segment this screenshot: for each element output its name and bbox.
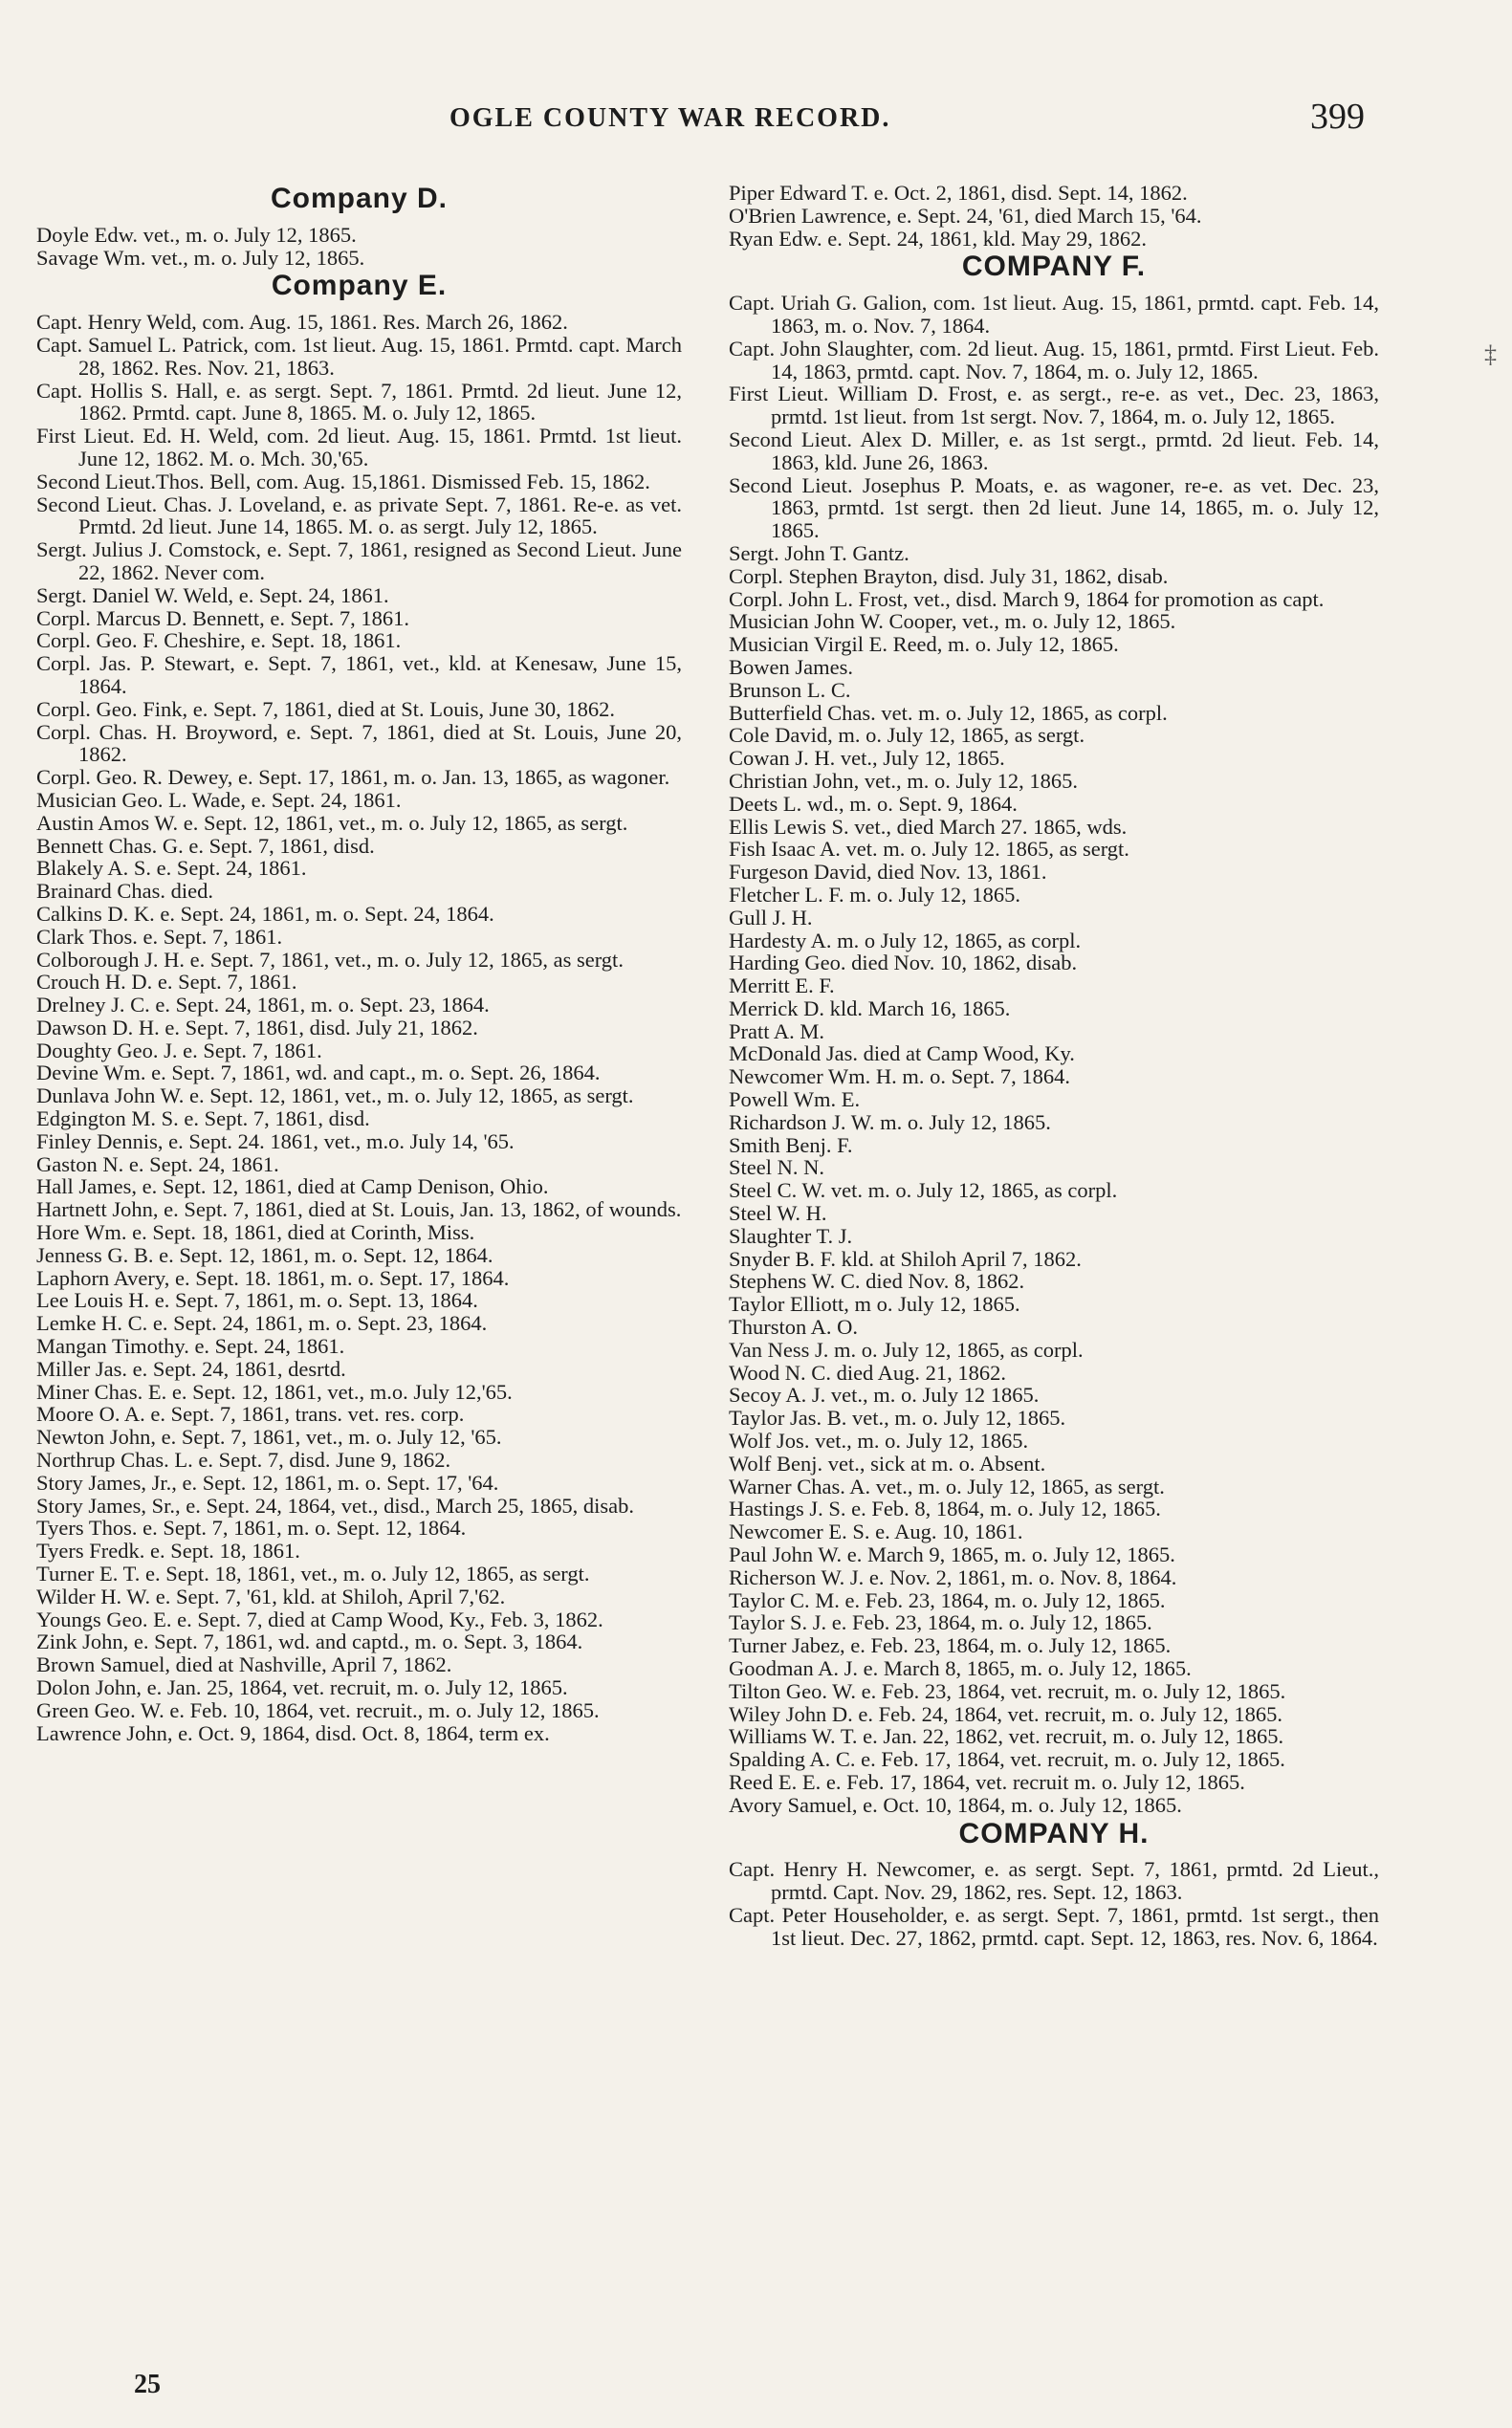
roster-entry: Finley Dennis, e. Sept. 24. 1861, vet., m.o. July 14, '65. <box>36 1128 515 1153</box>
roster-entry: Laphorn Avery, e. Sept. 18. 1861, m. o. Sept. 17, 1864. <box>36 1265 510 1290</box>
roster-entry: Gaston N. e. Sept. 24, 1861. <box>36 1151 279 1176</box>
roster-entry: Musician John W. Cooper, vet., m. o. July 12, 1865. <box>729 609 1176 634</box>
roster-entry: First Lieut. William D. Frost, e. as sergt., re-e. as vet., Dec. 23, 1863, prmtd. 1st lieut. from 1st sergt. Nov. 7, 1864, m. o. July 12, 1865. <box>729 382 1379 429</box>
roster-entry: Miner Chas. E. e. Sept. 12, 1861, vet., m.o. July 12,'65. <box>36 1379 513 1404</box>
roster-entry: Hastings J. S. e. Feb. 8, 1864, m. o. July 12, 1865. <box>729 1497 1161 1521</box>
roster-entry: Corpl. Geo. R. Dewey, e. Sept. 17, 1861, m. o. Jan. 13, 1865, as wagoner. <box>36 765 670 790</box>
roster-entry: Wolf Benj. vet., sick at m. o. Absent. <box>729 1451 1046 1476</box>
roster-entry: Corpl. Geo. F. Cheshire, e. Sept. 18, 1861. <box>36 628 402 653</box>
roster-entry: Austin Amos W. e. Sept. 12, 1861, vet., m. o. July 12, 1865, as sergt. <box>36 810 628 835</box>
roster-entry: Turner E. T. e. Sept. 18, 1861, vet., m. o. July 12, 1865, as sergt. <box>36 1562 590 1586</box>
roster-entry: Green Geo. W. e. Feb. 10, 1864, vet. recruit., m. o. July 12, 1865. <box>36 1697 600 1722</box>
roster-entry: Lee Louis H. e. Sept. 7, 1861, m. o. Sept. 13, 1864. <box>36 1288 478 1313</box>
roster-entry: Thurston A. O. <box>729 1315 858 1340</box>
roster-entry: Steel N. N. <box>729 1155 824 1180</box>
roster-entry: Musician Virgil E. Reed, m. o. July 12, 1865. <box>729 632 1119 657</box>
roster-entry: Capt. Samuel L. Patrick, com. 1st lieut. Aug. 15, 1861. Prmtd. capt. March 28, 1862. Res. Nov. 21, 1863. <box>36 332 682 380</box>
roster-entry: Corpl. Chas. H. Broyword, e. Sept. 7, 1861, died at St. Louis, June 20, 1862. <box>36 719 682 767</box>
roster-entry: Deets L. wd., m. o. Sept. 9, 1864. <box>729 791 1018 816</box>
roster-entry: Hore Wm. e. Sept. 18, 1861, died at Corinth, Miss. <box>36 1220 475 1245</box>
roster-entry: Hartnett John, e. Sept. 7, 1861, died at St. Louis, Jan. 13, 1862, of wounds. <box>36 1197 682 1222</box>
roster-entry: Musician Geo. L. Wade, e. Sept. 24, 1861. <box>36 787 402 812</box>
roster-entry: Richardson J. W. m. o. July 12, 1865. <box>729 1109 1051 1134</box>
margin-mark: ‡ <box>1484 340 1497 368</box>
roster-entry: Capt. Uriah G. Galion, com. 1st lieut. Aug. 15, 1861, prmtd. capt. Feb. 14, 1863, m. o. Nov. 7, 1864. <box>729 291 1379 338</box>
roster-entry: Hardesty A. m. o July 12, 1865, as corpl. <box>729 928 1082 952</box>
roster-entry: Newton John, e. Sept. 7, 1861, vet., m. o. July 12, '65. <box>36 1425 502 1450</box>
roster-entry: Corpl. Geo. Fink, e. Sept. 7, 1861, died at St. Louis, June 30, 1862. <box>36 696 615 721</box>
roster-entry: Crouch H. D. e. Sept. 7, 1861. <box>36 970 297 995</box>
roster-entry: Piper Edward T. e. Oct. 2, 1861, disd. Sept. 14, 1862. <box>729 181 1188 205</box>
roster-entry: Jenness G. B. e. Sept. 12, 1861, m. o. Sept. 12, 1864. <box>36 1242 493 1267</box>
roster-entry: Newcomer E. S. e. Aug. 10, 1861. <box>729 1520 1023 1544</box>
company-heading: COMPANY H. <box>958 1817 1150 1849</box>
roster-entry: Capt. Henry Weld, com. Aug. 15, 1861. Res. March 26, 1862. <box>36 310 568 335</box>
roster-entry: Edgington M. S. e. Sept. 7, 1861, disd. <box>36 1106 370 1131</box>
roster-entry: Second Lieut.Thos. Bell, com. Aug. 15,1861. Dismissed Feb. 15, 1862. <box>36 469 650 493</box>
roster-entry: Stephens W. C. died Nov. 8, 1862. <box>729 1269 1025 1294</box>
roster-entry: Butterfield Chas. vet. m. o. July 12, 1865, as corpl. <box>729 700 1168 725</box>
roster-entry: Second Lieut. Alex D. Miller, e. as 1st sergt., prmtd. 2d lieut. Feb. 14, 1863, kld. June 26, 1863. <box>729 427 1379 474</box>
roster-entry: McDonald Jas. died at Camp Wood, Ky. <box>729 1041 1075 1066</box>
roster-entry: Brunson L. C. <box>729 677 851 702</box>
roster-entry: Wood N. C. died Aug. 21, 1862. <box>729 1360 1007 1385</box>
roster-entry: Brainard Chas. died. <box>36 879 213 904</box>
roster-entry: Youngs Geo. E. e. Sept. 7, died at Camp Wood, Ky., Feb. 3, 1862. <box>36 1607 603 1631</box>
roster-entry: Corpl. Stephen Brayton, disd. July 31, 1862, disab. <box>729 563 1169 588</box>
roster-entry: Turner Jabez, e. Feb. 23, 1864, m. o. July 12, 1865. <box>729 1633 1172 1658</box>
roster-entry: Second Lieut. Josephus P. Moats, e. as wagoner, re-e. as vet. Dec. 23, 1863, prmtd. 1st sergt. then 2d lieut. June 14, 1865, m. o. July 12, 1865. <box>729 472 1379 543</box>
roster-entry: Cowan J. H. vet., July 12, 1865. <box>729 746 1005 771</box>
roster-entry: Dawson D. H. e. Sept. 7, 1861, disd. July 21, 1862. <box>36 1015 478 1039</box>
roster-entry: Brown Samuel, died at Nashville, April 7, 1862. <box>36 1652 452 1677</box>
company-heading: Company D. <box>270 183 449 214</box>
roster-entry: Van Ness J. m. o. July 12, 1865, as corpl. <box>729 1337 1084 1362</box>
roster-entry: Capt. Peter Householder, e. as sergt. Sept. 7, 1861, prmtd. 1st sergt., then 1st lieut. Dec. 27, 1862, prmtd. capt. Sept. 12, 1863, res. Nov. 6, 1864. <box>729 1902 1379 1950</box>
roster-entry: Fletcher L. F. m. o. July 12, 1865. <box>729 882 1021 907</box>
roster-entry: Steel C. W. vet. m. o. July 12, 1865, as corpl. <box>729 1178 1118 1203</box>
roster-entry: Powell Wm. E. <box>729 1087 861 1112</box>
roster-entry: Warner Chas. A. vet., m. o. July 12, 1865, as sergt. <box>729 1474 1165 1498</box>
roster-entry: First Lieut. Ed. H. Weld, com. 2d lieut. Aug. 15, 1861. Prmtd. 1st lieut. June 12, 1862. M. o. Mch. 30,'65. <box>36 424 682 470</box>
roster-entry: Furgeson David, died Nov. 13, 1861. <box>729 860 1047 885</box>
roster-entry: Clark Thos. e. Sept. 7, 1861. <box>36 924 283 949</box>
roster-entry: Merrick D. kld. March 16, 1865. <box>729 995 1011 1020</box>
roster-entry: Spalding A. C. e. Feb. 17, 1864, vet. recruit, m. o. July 12, 1865. <box>729 1747 1285 1772</box>
roster-entry: Taylor Elliott, m o. July 12, 1865. <box>729 1292 1020 1317</box>
roster-entry: Tyers Fredk. e. Sept. 18, 1861. <box>36 1539 300 1564</box>
roster-entry: Reed E. E. e. Feb. 17, 1864, vet. recruit m. o. July 12, 1865. <box>729 1769 1245 1794</box>
roster-entry: Northrup Chas. L. e. Sept. 7, disd. June 9, 1862. <box>36 1448 451 1473</box>
roster-entry: Cole David, m. o. July 12, 1865, as sergt. <box>729 723 1085 748</box>
roster-entry: Zink John, e. Sept. 7, 1861, wd. and captd., m. o. Sept. 3, 1864. <box>36 1630 583 1654</box>
roster-entry: Story James, Jr., e. Sept. 12, 1861, m. o. Sept. 17, '64. <box>36 1470 499 1495</box>
roster-entry: Savage Wm. vet., m. o. July 12, 1865. <box>36 245 365 270</box>
roster-entry: Taylor Jas. B. vet., m. o. July 12, 1865. <box>729 1406 1066 1431</box>
roster-entry: Taylor C. M. e. Feb. 23, 1864, m. o. July 12, 1865. <box>729 1587 1166 1612</box>
roster-entry: Gull J. H. <box>729 905 813 930</box>
roster-entry: Newcomer Wm. H. m. o. Sept. 7, 1864. <box>729 1064 1071 1089</box>
roster-entry: Drelney J. C. e. Sept. 24, 1861, m. o. Sept. 23, 1864. <box>36 993 490 1017</box>
roster-entry: Richerson W. J. e. Nov. 2, 1861, m. o. Nov. 8, 1864. <box>729 1564 1177 1589</box>
roster-entry: Wolf Jos. vet., m. o. July 12, 1865. <box>729 1429 1029 1454</box>
roster-entry: Miller Jas. e. Sept. 24, 1861, desrtd. <box>36 1356 346 1381</box>
roster-entry: Doughty Geo. J. e. Sept. 7, 1861. <box>36 1038 322 1062</box>
roster-entry: Bennett Chas. G. e. Sept. 7, 1861, disd. <box>36 833 375 858</box>
roster-entry: Mangan Timothy. e. Sept. 24, 1861. <box>36 1334 345 1359</box>
roster-entry: Lawrence John, e. Oct. 9, 1864, disd. Oct. 8, 1864, term ex. <box>36 1720 550 1745</box>
roster-entry: Paul John W. e. March 9, 1865, m. o. July 12, 1865. <box>729 1542 1175 1567</box>
roster-entry: Lemke H. C. e. Sept. 24, 1861, m. o. Sept. 23, 1864. <box>36 1311 488 1336</box>
roster-entry: Williams W. T. e. Jan. 22, 1862, vet. recruit, m. o. July 12, 1865. <box>729 1724 1284 1749</box>
roster-entry: Wiley John D. e. Feb. 24, 1864, vet. recruit, m. o. July 12, 1865. <box>729 1701 1283 1726</box>
roster-entry: Corpl. Jas. P. Stewart, e. Sept. 7, 1861, vet., kld. at Kenesaw, June 15, 1864. <box>36 651 682 698</box>
roster-entry: Capt. Henry H. Newcomer, e. as sergt. Sept. 7, 1861, prmtd. 2d Lieut., prmtd. Capt. Nov. 29, 1862, res. Sept. 12, 1863. <box>729 1857 1379 1905</box>
roster-entry: Hall James, e. Sept. 12, 1861, died at Camp Denison, Ohio. <box>36 1174 549 1199</box>
roster-entry: Story James, Sr., e. Sept. 24, 1864, vet., disd., March 25, 1865, disab. <box>36 1493 634 1518</box>
roster-entry: Corpl. Marcus D. Bennett, e. Sept. 7, 1861. <box>36 605 409 630</box>
company-heading: Company E. <box>271 270 448 302</box>
roster-entry: Blakely A. S. e. Sept. 24, 1861. <box>36 856 307 881</box>
roster-entry: Sergt. John T. Gantz. <box>729 540 909 565</box>
roster-entry: Ellis Lewis S. vet., died March 27. 1865, wds. <box>729 814 1128 839</box>
roster-entry: Sergt. Daniel W. Weld, e. Sept. 24, 1861. <box>36 582 389 607</box>
roster-entry: Fish Isaac A. vet. m. o. July 12. 1865, as sergt. <box>729 837 1129 862</box>
right-column <box>729 182 1379 1950</box>
running-title: OGLE COUNTY WAR RECORD. <box>449 103 891 133</box>
roster-entry: Secoy A. J. vet., m. o. July 12 1865. <box>729 1383 1040 1408</box>
roster-entry: Devine Wm. e. Sept. 7, 1861, wd. and capt., m. o. Sept. 26, 1864. <box>36 1061 601 1085</box>
roster-entry: Merritt E. F. <box>729 973 835 998</box>
roster-entry: Smith Benj. F. <box>729 1132 853 1157</box>
roster-entry: Tyers Thos. e. Sept. 7, 1861, m. o. Sept. 12, 1864. <box>36 1516 467 1541</box>
roster-entry: Bowen James. <box>729 654 853 679</box>
roster-entry: Dunlava John W. e. Sept. 12, 1861, vet., m. o. July 12, 1865, as sergt. <box>36 1083 634 1108</box>
roster-entry: Snyder B. F. kld. at Shiloh April 7, 1862. <box>729 1246 1082 1271</box>
roster-entry: Calkins D. K. e. Sept. 24, 1861, m. o. Sept. 24, 1864. <box>36 901 494 926</box>
roster-entry: Dolon John, e. Jan. 25, 1864, vet. recruit, m. o. July 12, 1865. <box>36 1675 568 1699</box>
roster-entry: Goodman A. J. e. March 8, 1865, m. o. July 12, 1865. <box>729 1656 1192 1680</box>
roster-entry: Corpl. John L. Frost, vet., disd. March 9, 1864 for promotion as capt. <box>729 586 1325 611</box>
roster-entry: Moore O. A. e. Sept. 7, 1861, trans. vet. res. corp. <box>36 1402 465 1427</box>
roster-entry: Wilder H. W. e. Sept. 7, '61, kld. at Shiloh, April 7,'62. <box>36 1584 506 1608</box>
roster-entry: Taylor S. J. e. Feb. 23, 1864, m. o. July 12, 1865. <box>729 1610 1152 1635</box>
roster-entry: Avory Samuel, e. Oct. 10, 1864, m. o. July 12, 1865. <box>729 1792 1182 1817</box>
company-heading: COMPANY F. <box>961 251 1147 283</box>
roster-entry: Tilton Geo. W. e. Feb. 23, 1864, vet. recruit, m. o. July 12, 1865. <box>729 1678 1286 1703</box>
left-column <box>36 182 682 1744</box>
roster-entry: O'Brien Lawrence, e. Sept. 24, '61, died March 15, '64. <box>729 203 1202 228</box>
roster-entry: Slaughter T. J. <box>729 1223 853 1248</box>
roster-entry: Steel W. H. <box>729 1201 827 1226</box>
roster-entry: Second Lieut. Chas. J. Loveland, e. as private Sept. 7, 1861. Re-e. as vet. Prmtd. 2d lieut. June 14, 1865. M. o. as sergt. July 12, 1865. <box>36 492 682 539</box>
signature-mark: 25 <box>134 2370 161 2399</box>
page-number: 399 <box>1310 97 1365 137</box>
roster-entry: Harding Geo. died Nov. 10, 1862, disab. <box>729 951 1078 975</box>
roster-entry: Sergt. Julius J. Comstock, e. Sept. 7, 1861, resigned as Second Lieut. June 22, 1862. Never com. <box>36 537 682 584</box>
roster-entry: Capt. John Slaughter, com. 2d lieut. Aug. 15, 1861, prmtd. First Lieut. Feb. 14, 1863, prmtd. capt. Nov. 7, 1864, m. o. July 12, 1865. <box>729 336 1379 383</box>
roster-entry: Colborough J. H. e. Sept. 7, 1861, vet., m. o. July 12, 1865, as sergt. <box>36 947 624 972</box>
roster-entry: Ryan Edw. e. Sept. 24, 1861, kld. May 29, 1862. <box>729 226 1147 251</box>
roster-entry: Christian John, vet., m. o. July 12, 1865. <box>729 768 1078 793</box>
page-header <box>38 96 1377 143</box>
roster-entry: Doyle Edw. vet., m. o. July 12, 1865. <box>36 222 357 247</box>
roster-entry: Pratt A. M. <box>729 1018 825 1043</box>
roster-entry: Capt. Hollis S. Hall, e. as sergt. Sept. 7, 1861. Prmtd. 2d lieut. June 12, 1862. Prmtd. capt. June 8, 1865. M. o. July 12, 1865. <box>36 378 682 426</box>
